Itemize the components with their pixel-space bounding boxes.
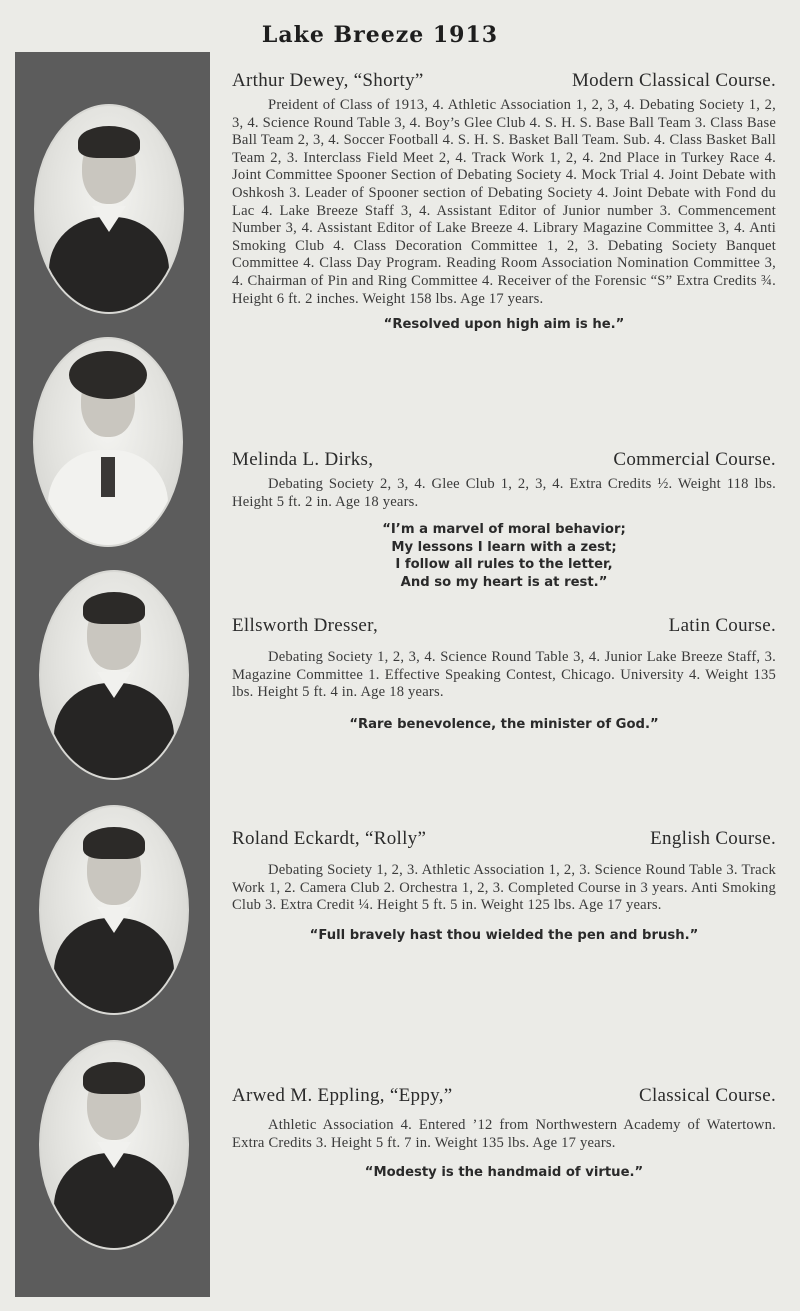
student-bio: Debating Society 2, 3, 4. Glee Club 1, 2, 3, 4. Extra Credits ½. Weight 118 lbs. Height 5 ft. 2 in. Age 18 years. [232,476,776,510]
page-title: Lake Breeze 1913 [261,22,499,48]
student-name: Arthur Dewey, “Shorty” [232,70,424,91]
student-name: Arwed M. Eppling, “Eppy,” [232,1085,453,1106]
student-quote: “Modesty is the handmaid of virtue.” [364,1165,644,1181]
portrait-arwed-eppling [39,1040,189,1250]
course-name: English Course. [650,828,776,849]
portrait-melinda-dirks [33,337,183,547]
course-name: Modern Classical Course. [571,70,776,91]
quote-line: “I’m a marvel of moral behavior; [382,522,626,538]
entry-arthur-dewey [232,70,776,334]
quote-line: My lessons I learn with a zest; [391,539,617,555]
portrait-arthur-dewey [34,104,184,314]
student-quote: “Full bravely hast thou wielded the pen and brush.” [309,927,699,943]
student-bio: Preident of Class of 1913, 4. Athletic Association 1, 2, 3, 4. Debating Society 1, 2, 3, 4. Science Round Table 3, 4. Boy’s Glee Club 4. S. H. S. Base Ball Team 3. Class Base Ball Team 2, 3, 4. Soccer Football 4. S. H. S. Basket Ball Team. Sub. 4. Class Basket Ball Team 2, 3. Interclass Field Meet 2, 4. Track Work 1, 2, 4. 2nd Place in Turkey Race 4. Joint Committee Spooner Section of Debating Society 4. Mock Trial 4. Joint Debate with Oshkosh 3. Leader of Spooner section of Debating Society 4. Joint Debate with Fond du Lac 4. Lake Breeze Staff 3, 4. Assistant Editor of Junior number 3. Commencement Number 3, 4. Assistant Editor of Lake Breeze 4. Library Magazine Committee 3, 4. Anti Smoking Club 4. Class Decoration Committee 1, 2, 3. Debating Society Banquet Committee 4. Class Day Program. Reading Room Association Nomination Committee 3, 4. Chairman of Pin and Ring Committee 4. Receiver of the Forensic “S” Extra Credits ¾. Height 6 ft. 2 inches. Weight 158 lbs. Age 17 years. [232,97,776,307]
student-bio: Debating Society 1, 2, 3, 4. Science Round Table 3, 4. Junior Lake Breeze Staff, 3. Magazine Committee 1. Effective Speaking Contest, Chicago. University 4. Weight 135 lbs. Height 5 ft. 4 in. Age 18 years. [232,649,776,701]
entry-melinda-dirks [232,449,776,591]
student-name: Ellsworth Dresser, [232,615,379,636]
student-quote: “Rare benevolence, the minister of God.” [349,716,659,732]
student-quote [232,521,776,591]
student-name: Roland Eckardt, “Rolly” [232,828,427,849]
student-quote: “Resolved upon high aim is he.” [383,317,625,333]
portrait-ellsworth-dresser [39,570,189,780]
photo-strip [15,52,210,1297]
student-bio: Athletic Association 4. Entered ’12 from Northwestern Academy of Watertown. Extra Credits 3. Height 5 ft. 7 in. Weight 135 lbs. Age 17 years. [232,1117,776,1151]
student-bio: Debating Society 1, 2, 3. Athletic Association 1, 2, 3. Science Round Table 3. Track Work 1, 2. Camera Club 2. Orchestra 1, 2, 3. Completed Course in 3 years. Anti Smoking Club 3. Extra Credit ¼. Height 5 ft. 5 in. Weight 125 lbs. Age 17 years. [232,862,776,914]
entry-ellsworth-dresser [232,615,776,733]
course-name: Classical Course. [638,1085,776,1106]
student-name: Melinda L. Dirks, [232,449,374,470]
course-name: Commercial Course. [613,449,776,470]
portrait-roland-eckardt [39,805,189,1015]
entry-roland-eckardt [232,828,776,944]
course-name: Latin Course. [668,615,776,636]
entry-arwed-eppling [232,1085,776,1182]
quote-line: I follow all rules to the letter, [395,557,613,573]
quote-line: And so my heart is at rest.” [400,574,608,590]
